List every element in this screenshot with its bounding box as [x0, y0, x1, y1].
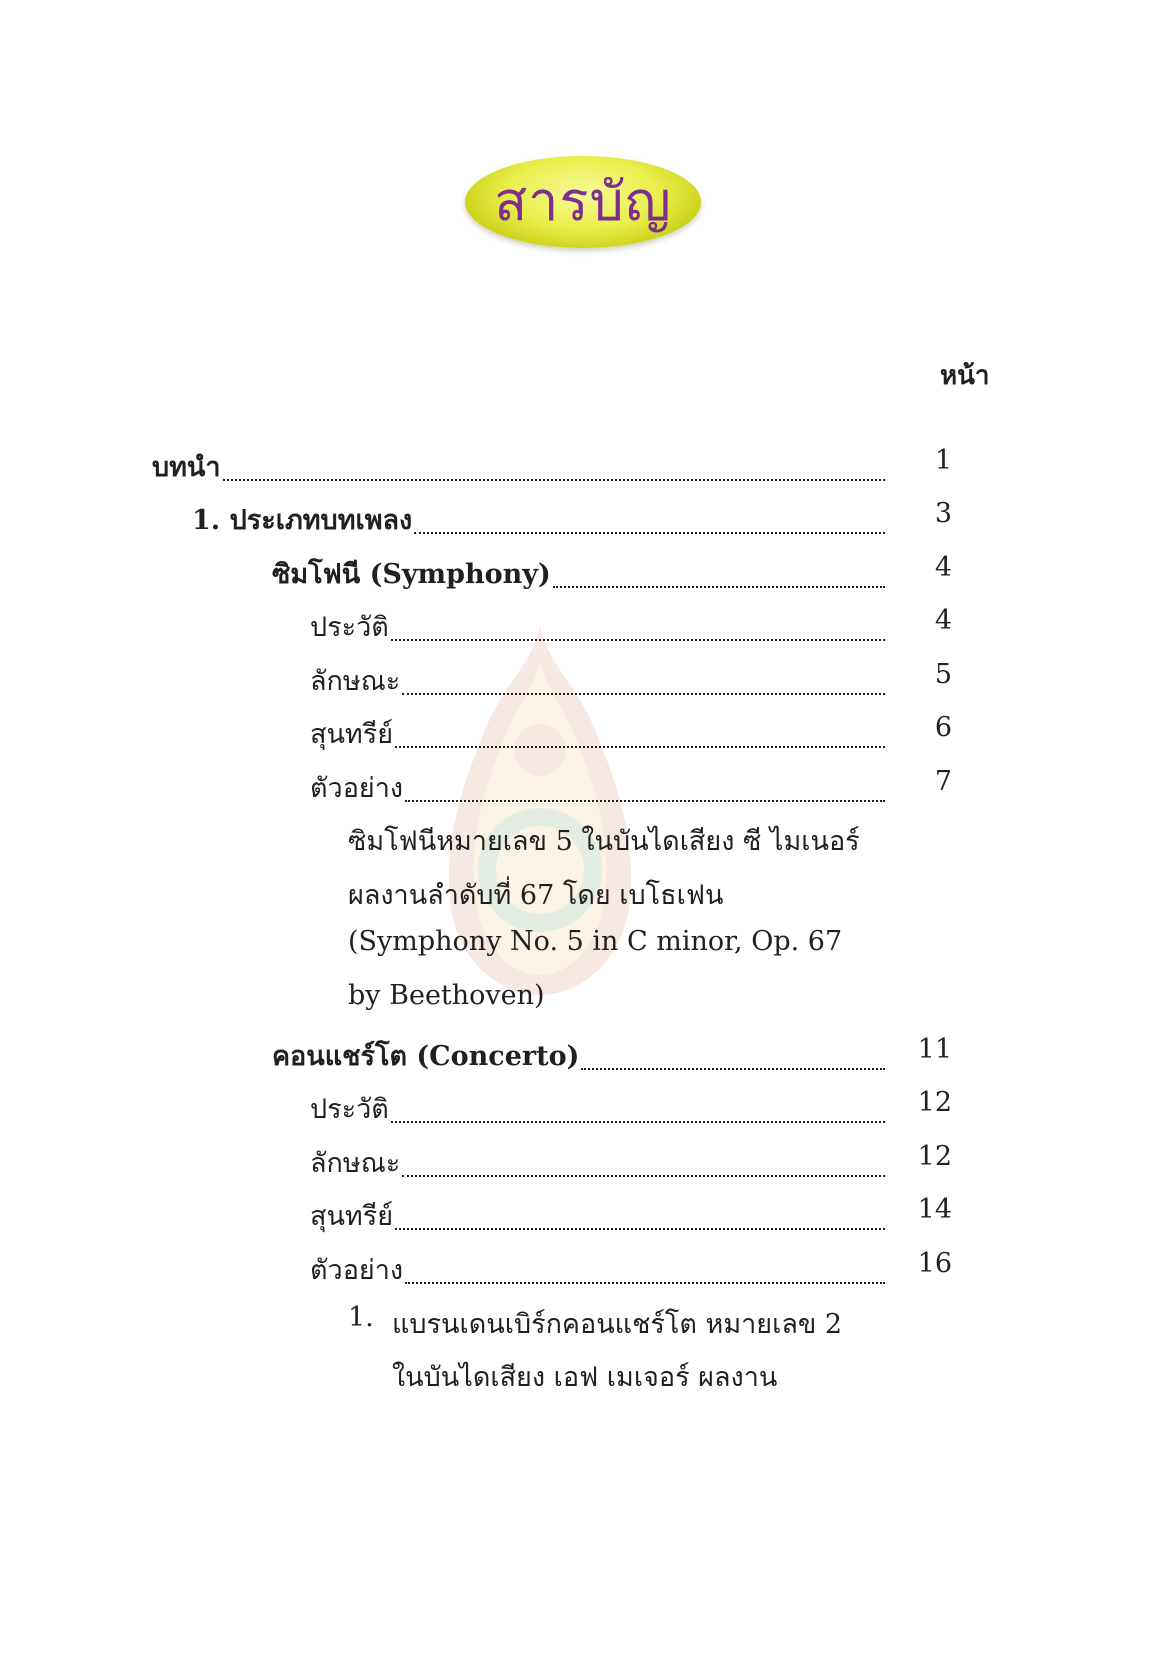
toc-entry-symphony-example[interactable]: ตัวอย่าง [310, 766, 885, 809]
toc-entry-concerto[interactable]: คอนแชร์โต (Concerto) [272, 1034, 885, 1077]
toc-entry-symphony[interactable]: ซิมโฟนี (Symphony) [272, 552, 885, 595]
toc-page-number: 7 [934, 766, 952, 797]
toc-page-number: 11 [917, 1034, 952, 1065]
toc-page-number: 4 [934, 605, 952, 636]
toc-page-number: 4 [934, 552, 952, 583]
toc-entry-concerto-example[interactable]: ตัวอย่าง [310, 1248, 885, 1291]
toc-page-number: 12 [917, 1141, 952, 1172]
toc-page-number: 5 [934, 659, 952, 690]
title-badge [465, 150, 701, 252]
symphony-example-line: by Beethoven) [348, 980, 545, 1011]
toc-page-number: 16 [917, 1248, 952, 1279]
toc-page-number: 14 [917, 1194, 952, 1225]
concerto-example-line: ในบันไดเสียง เอฟ เมเจอร์ ผลงาน [392, 1362, 778, 1393]
toc-page-number: 12 [917, 1087, 952, 1118]
toc-entry-symphony-aesthetics[interactable]: สุนทรีย์ [310, 712, 885, 755]
toc-entry-symphony-characteristics[interactable]: ลักษณะ [310, 659, 885, 702]
toc-entry-concerto-characteristics[interactable]: ลักษณะ [310, 1141, 885, 1184]
page-column-header: หน้า [940, 361, 990, 391]
concerto-example-line: แบรนเดนเบิร์กคอนแชร์โต หมายเลข 2 [392, 1309, 843, 1340]
symphony-example-line: ซิมโฟนีหมายเลข 5 ในบันไดเสียง ซี ไมเนอร์ [348, 826, 860, 857]
page-title: สารบัญ [494, 170, 672, 233]
symphony-example-line: ผลงานลำดับที่ 67 โดย เบโธเฟน [348, 880, 724, 911]
toc-entry-concerto-aesthetics[interactable]: สุนทรีย์ [310, 1194, 885, 1237]
toc-page-number: 6 [934, 712, 952, 743]
toc-entry-symphony-history[interactable]: ประวัติ [310, 605, 885, 648]
toc-entry-introduction[interactable]: บทนำ [152, 445, 885, 488]
toc-entry-concerto-history[interactable]: ประวัติ [310, 1087, 885, 1130]
toc-page-number: 1 [934, 445, 952, 476]
symphony-example-line: (Symphony No. 5 in C minor, Op. 67 [348, 926, 843, 957]
toc-page-number: 3 [934, 498, 952, 529]
toc-entry-music-types[interactable]: 1. ประเภทบทเพลง [192, 498, 885, 541]
concerto-example-number: 1. [348, 1302, 374, 1333]
